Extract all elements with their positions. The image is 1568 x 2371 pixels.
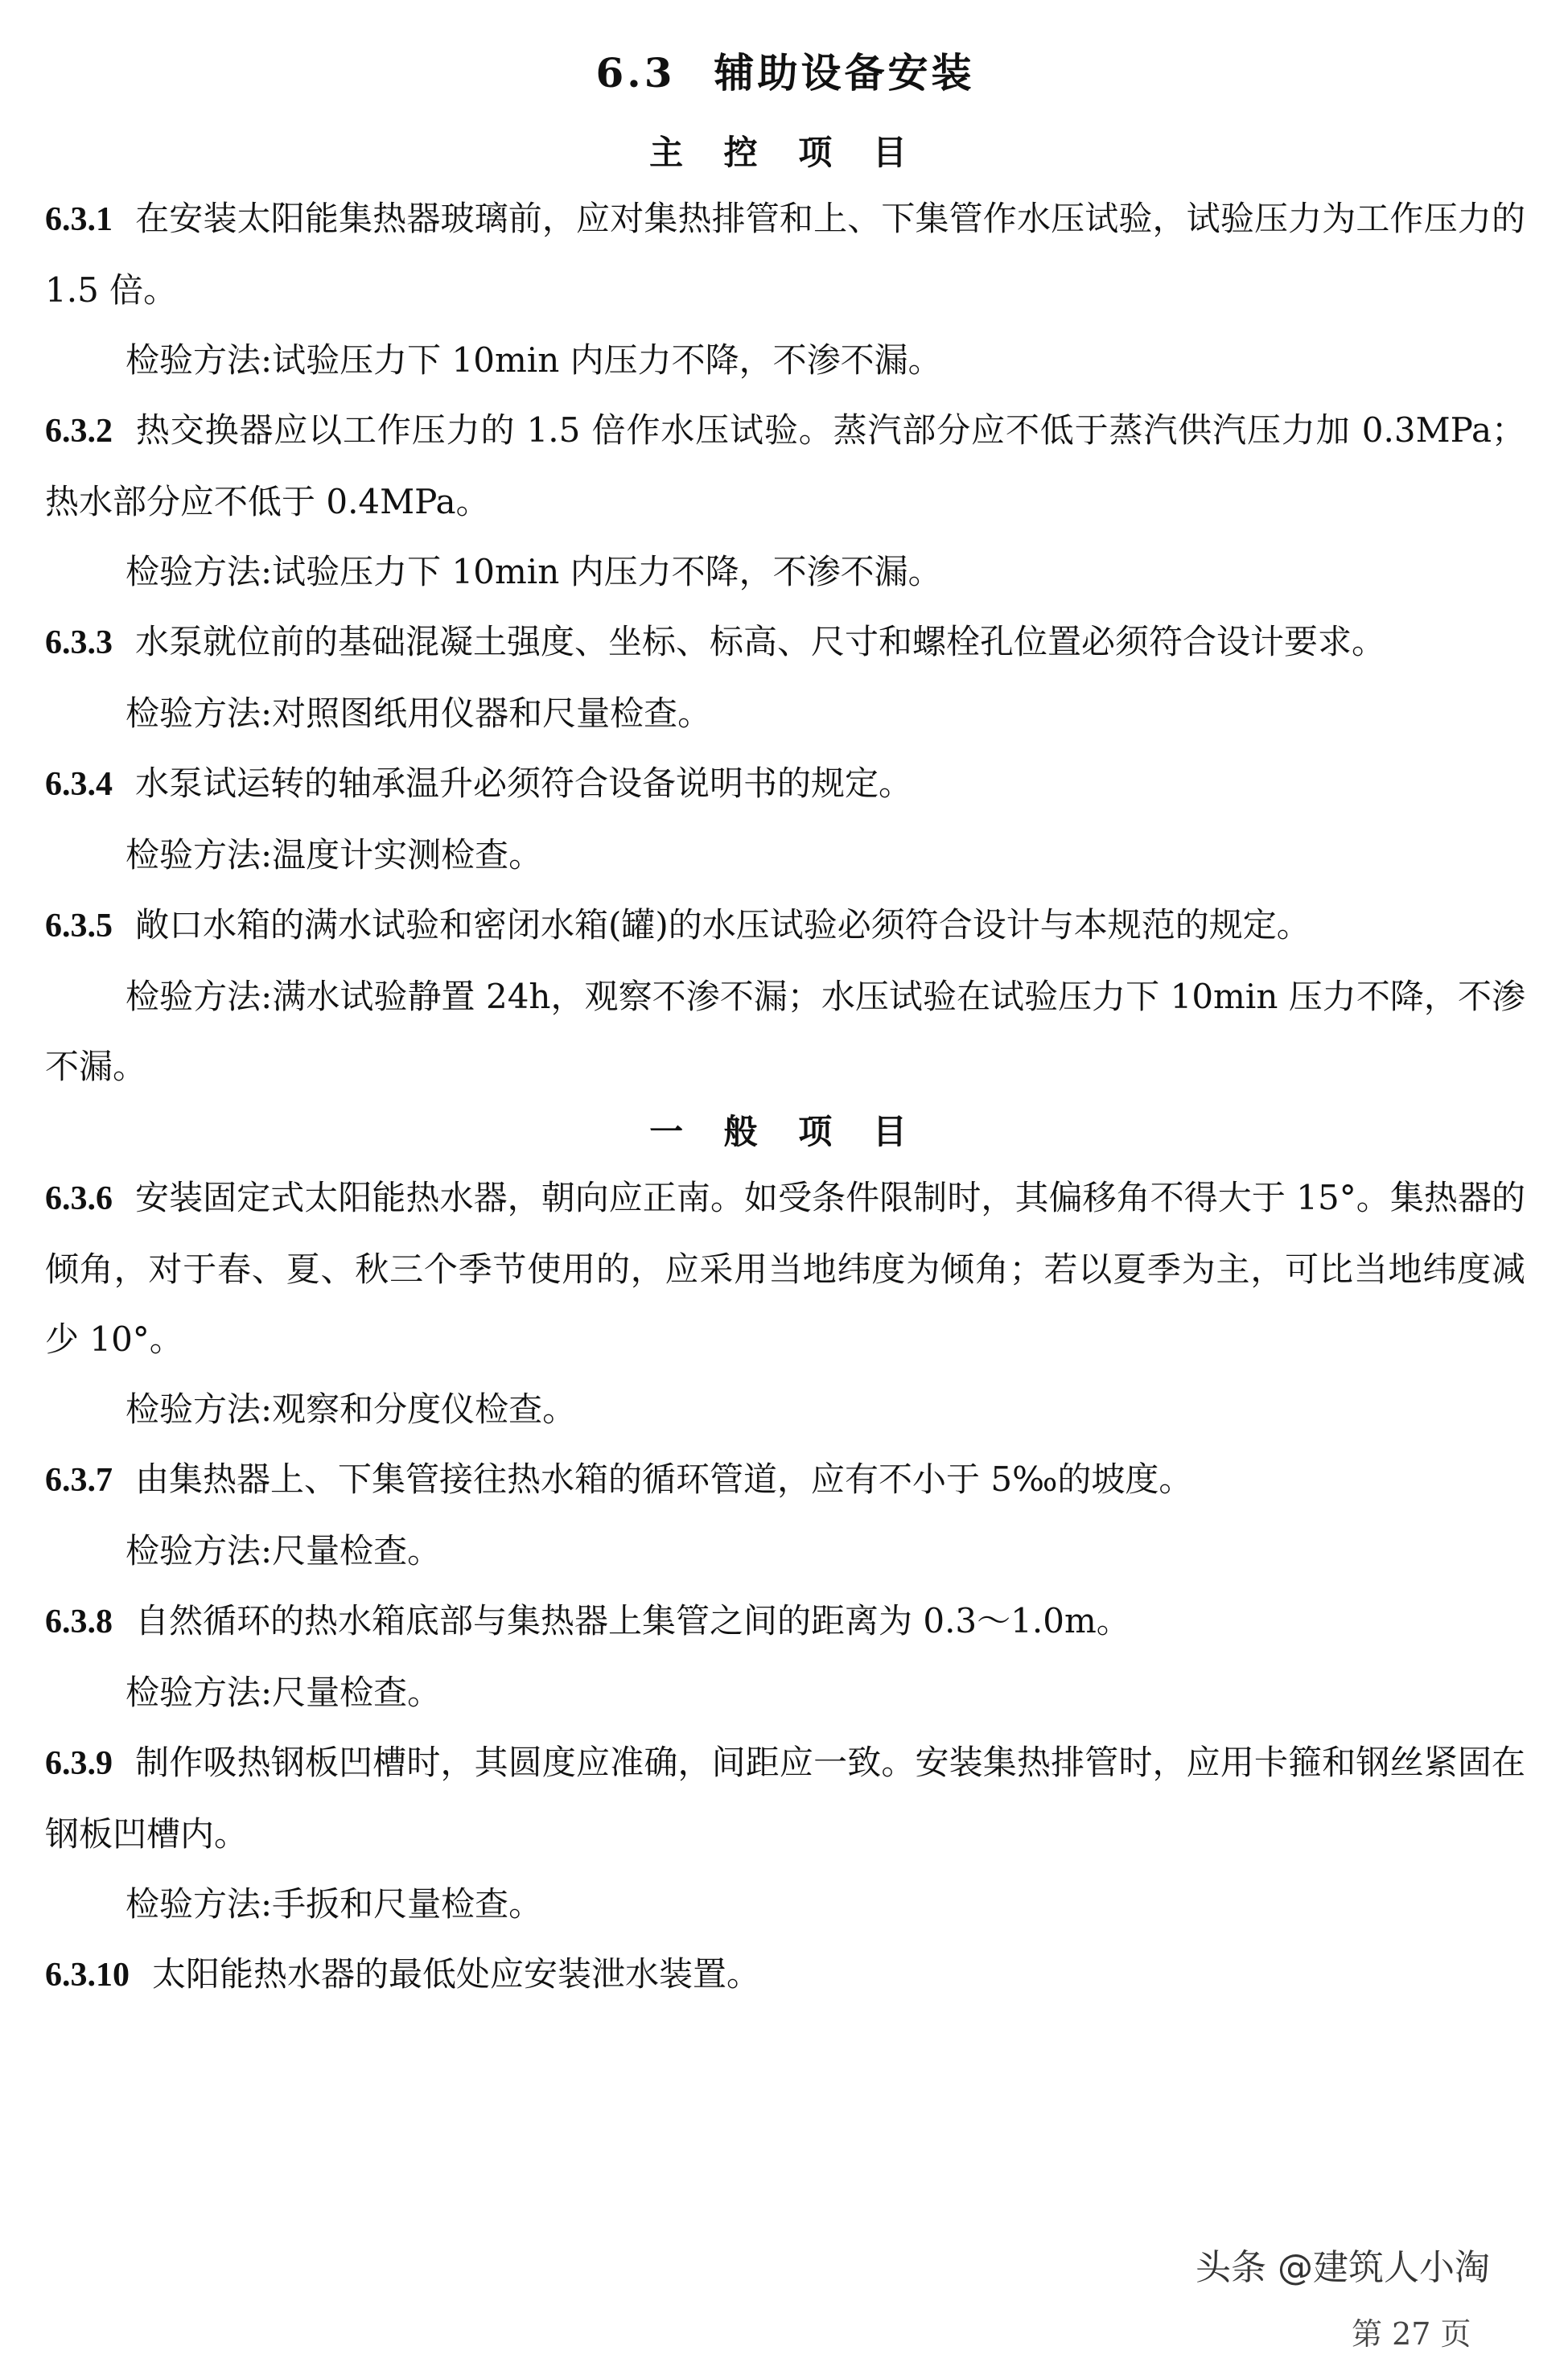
clause-text: 水泵就位前的基础混凝土强度、坐标、标高、尺寸和螺栓孔位置必须符合设计要求。 [135,622,1386,661]
clause-number: 6.3.8 [45,1603,113,1640]
clause [45,183,1525,325]
clause [45,1444,1525,1516]
page-number: 第 27 页 [1352,2316,1471,2352]
clause [45,1163,1525,1374]
inspection-method: 检验方法:尺量检查。 [126,1673,442,1712]
clause [45,607,1525,678]
clause-text: 太阳能热水器的最低处应安装泄水装置。 [152,1954,761,1994]
inspection-method: 检验方法:试验压力下 10min 内压力不降，不渗不漏。 [126,340,942,380]
clause-number: 6.3.7 [45,1462,113,1499]
main-items-heading: 主 控 项 目 [649,133,921,172]
inspection-method: 检验方法:试验压力下 10min 内压力不降，不渗不漏。 [126,552,942,591]
watermark: 头条 @建筑人小淘 [1196,2247,1490,2288]
section-title-text: 辅助设备安装 [714,49,975,97]
general-items-list [45,1163,1525,2011]
clause-number: 6.3.4 [45,766,113,803]
document-page [45,32,1525,2011]
clause-text: 敞口水箱的满水试验和密闭水箱(罐)的水压试验必须符合设计与本规范的规定。 [135,905,1311,945]
clause-number: 6.3.3 [45,624,113,661]
clause-text: 由集热器上、下集管接往热水箱的循环管道，应有不小于 5‰的坡度。 [135,1459,1193,1499]
clause [45,890,1525,961]
inspection-method: 检验方法:尺量检查。 [126,1531,442,1570]
clause [45,395,1525,537]
clause-text: 制作吸热钢板凹槽时，其圆度应准确，间距应一致。安装集热排管时，应用卡箍和钢丝紧固在钢板凹槽内。 [45,1743,1525,1854]
inspection-method: 检验方法:手扳和尺量检查。 [126,1884,543,1924]
main-items-list [45,183,1525,1101]
clause-number: 6.3.10 [45,1957,130,1994]
clause-text: 在安装太阳能集热器玻璃前，应对集热排管和上、下集管作水压试验，试验压力为工作压力的 1.5 倍。 [45,199,1525,310]
clause-text: 自然循环的热水箱底部与集热器上集管之间的距离为 0.3～1.0m。 [135,1601,1130,1640]
clause-number: 6.3.9 [45,1745,113,1782]
inspection-method: 检验方法:满水试验静置 24h，观察不渗不漏；水压试验在试验压力下 10min 压力不降，不渗不漏。 [45,977,1525,1086]
clause [45,1939,1525,2011]
clause-text: 安装固定式太阳能热水器，朝向应正南。如受条件限制时，其偏移角不得大于 15°。集热器的倾角，对于春、夏、秋三个季节使用的，应采用当地纬度为倾角；若以夏季为主，可比当地纬度减少 10°。 [45,1178,1525,1359]
section-title [45,45,1525,101]
clause [45,1586,1525,1657]
inspection-method: 检验方法:观察和分度仪检查。 [126,1389,577,1429]
clause-number: 6.3.1 [45,201,113,238]
section-number: 6.3 [595,49,676,97]
clause-text: 热交换器应以工作压力的 1.5 倍作水压试验。蒸汽部分应不低于蒸汽供汽压力加 0.3MPa；热水部分应不低于 0.4MPa。 [45,410,1525,521]
inspection-method: 检验方法:温度计实测检查。 [126,835,543,875]
clause [45,1727,1525,1869]
clause-number: 6.3.6 [45,1180,113,1217]
general-items-heading: 一 般 项 目 [649,1112,921,1151]
clause-text: 水泵试运转的轴承温升必须符合设备说明书的规定。 [135,764,913,803]
clause-number: 6.3.5 [45,908,113,945]
inspection-method: 检验方法:对照图纸用仪器和尺量检查。 [126,694,712,733]
clause [45,748,1525,820]
clause-number: 6.3.2 [45,413,113,450]
